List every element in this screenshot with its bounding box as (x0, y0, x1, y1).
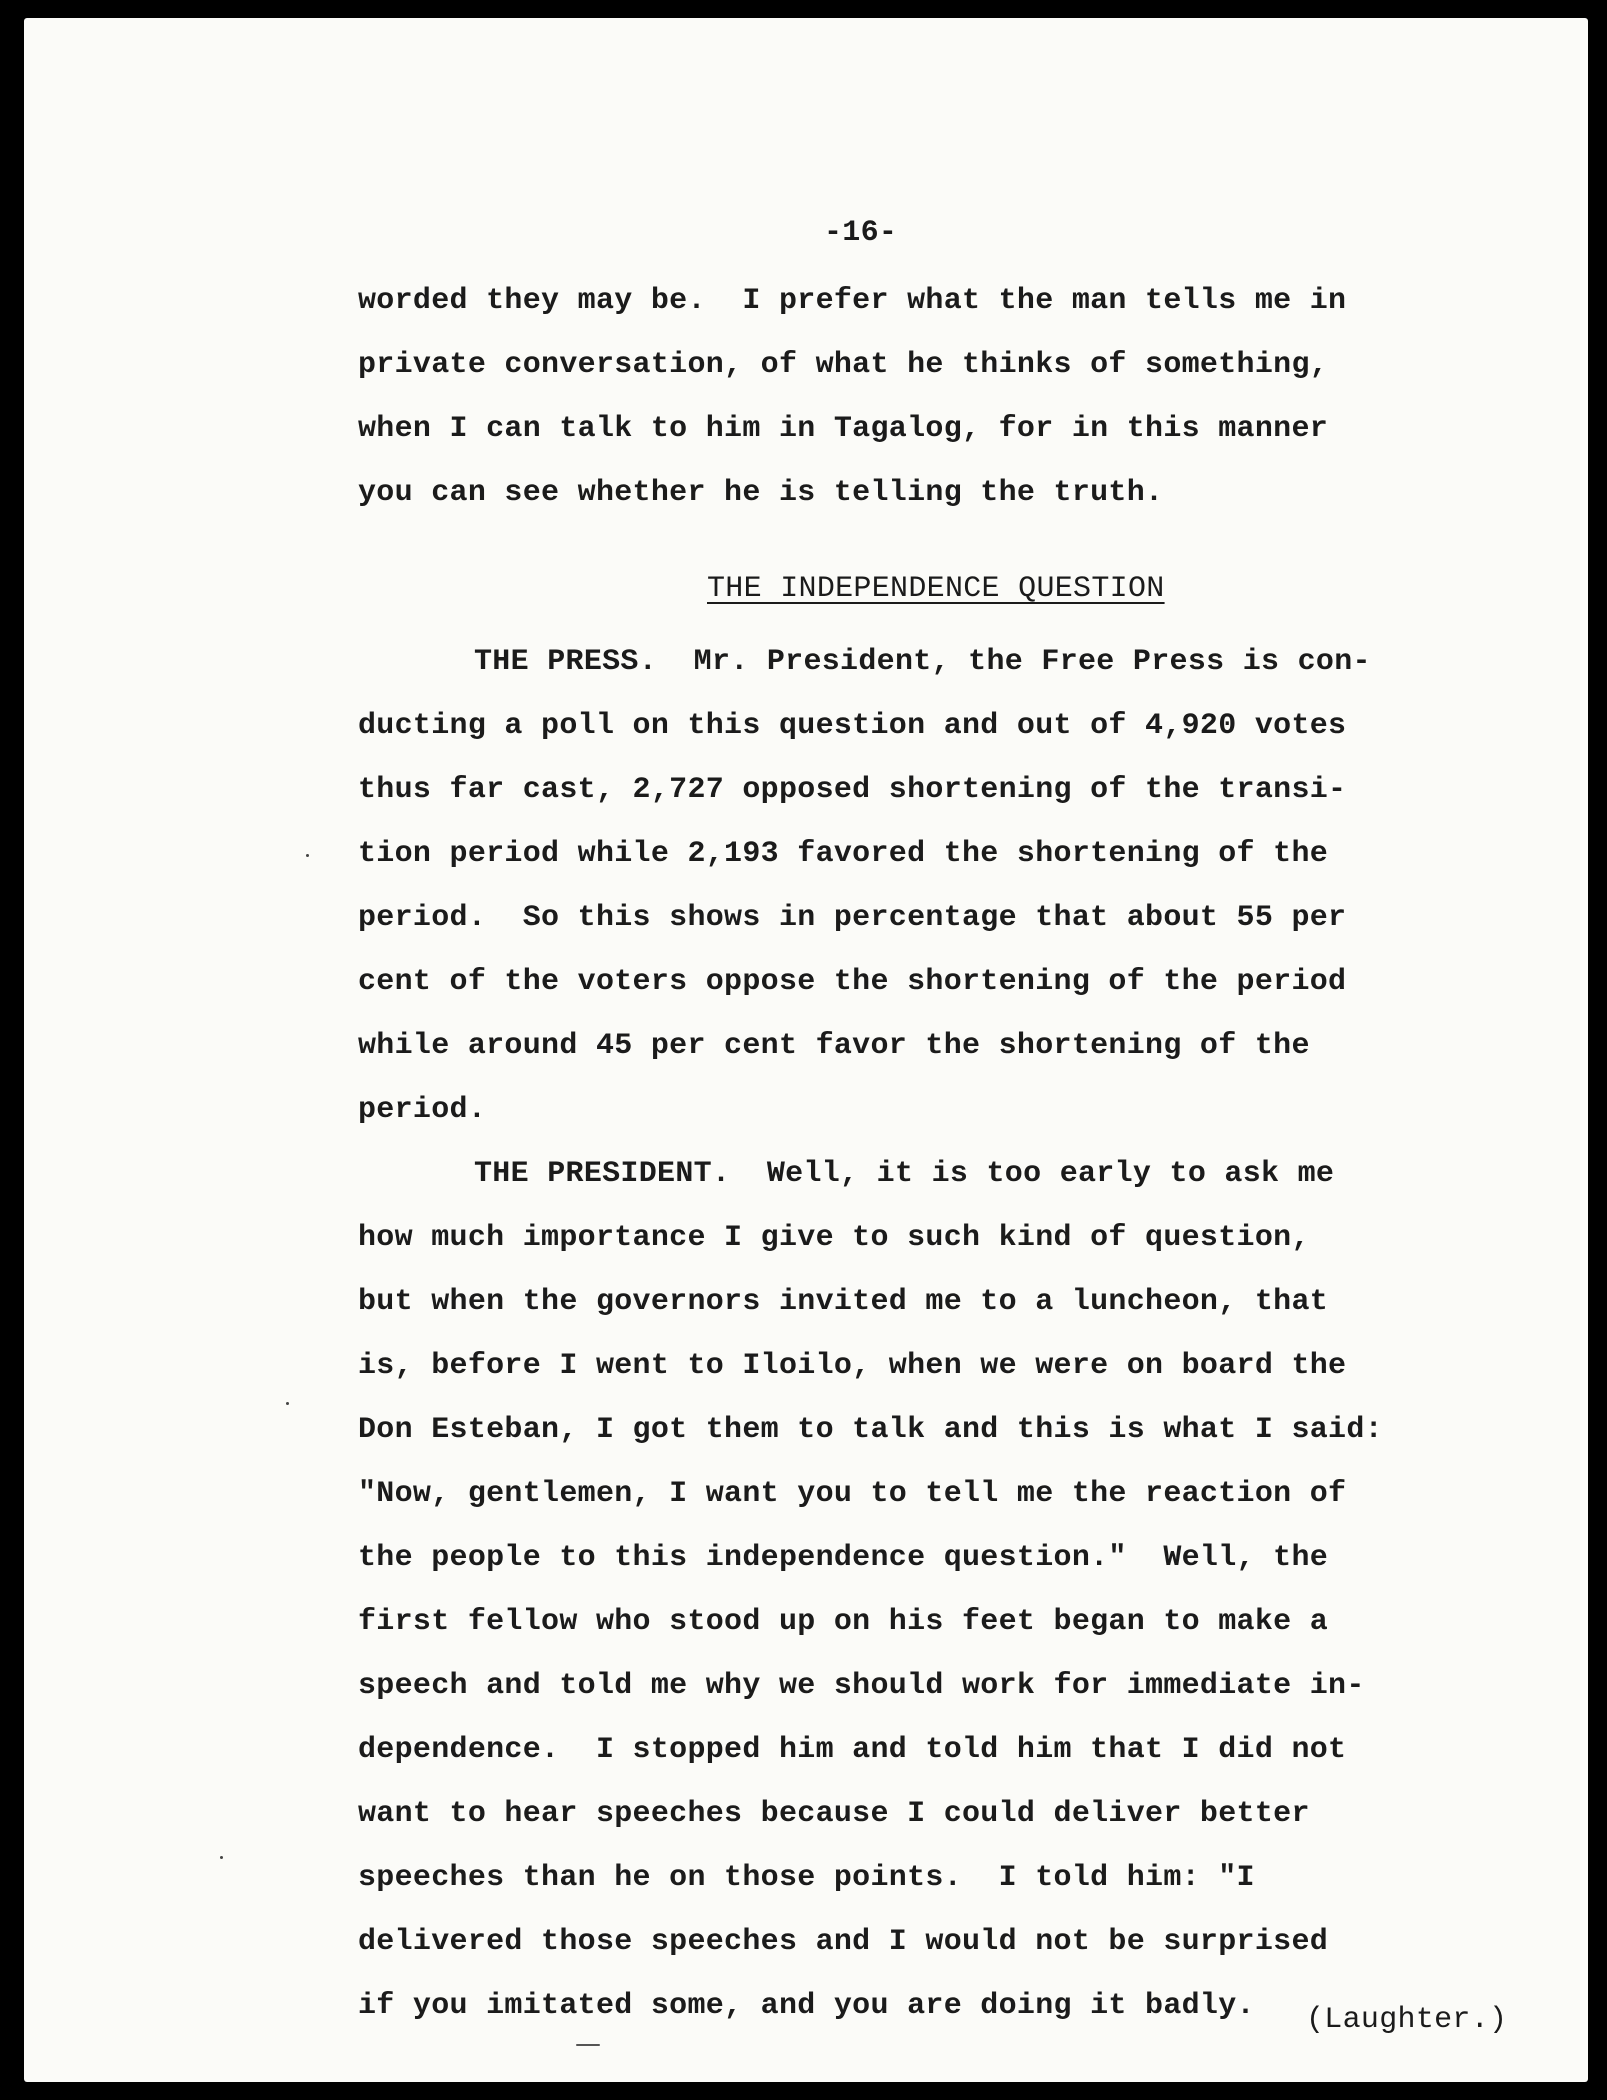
paper-speck (220, 1856, 223, 1859)
text-line-9: period. So this shows in percentage that about 55 per (358, 901, 1347, 935)
text-line-4: you can see whether he is telling the truth. (358, 476, 1164, 510)
text-line-2: private conversation, of what he thinks of something, (358, 348, 1329, 382)
text-line-7: thus far cast, 2,727 opposed shortening of the transi- (358, 773, 1347, 807)
paper-speck (306, 854, 309, 857)
text-line-20: first fellow who stood up on his feet began to make a (358, 1605, 1329, 1639)
text-line-18: "Now, gentlemen, I want you to tell me the reaction of (358, 1477, 1347, 1511)
text-line-26: if you imitated some, and you are doing it badly. (358, 1989, 1255, 2023)
text-line-13: THE PRESIDENT. Well, it is too early to ask me (474, 1157, 1335, 1191)
text-line-15: but when the governors invited me to a luncheon, that (358, 1285, 1329, 1319)
paper-mark (576, 2044, 600, 2046)
document-page (24, 18, 1588, 2082)
text-line-25: delivered those speeches and I would not be surprised (358, 1925, 1329, 1959)
text-line-17: Don Esteban, I got them to talk and this is what I said: (358, 1413, 1383, 1447)
text-line-24: speeches than he on those points. I told him: "I (358, 1861, 1255, 1895)
laughter-annotation: (Laughter.) (1306, 2003, 1508, 2037)
text-line-19: the people to this independence question." Well, the (358, 1541, 1329, 1575)
text-line-16: is, before I went to Iloilo, when we were on board the (358, 1349, 1347, 1383)
text-line-14: how much importance I give to such kind of question, (358, 1221, 1310, 1255)
page-number: -16- (824, 216, 898, 250)
text-line-21: speech and told me why we should work for immediate in- (358, 1669, 1365, 1703)
text-line-22: dependence. I stopped him and told him that I did not (358, 1733, 1347, 1767)
section-heading: THE INDEPENDENCE QUESTION (707, 572, 1165, 606)
text-line-6: ducting a poll on this question and out of 4,920 votes (358, 709, 1347, 743)
text-line-23: want to hear speeches because I could deliver better (358, 1797, 1310, 1831)
text-line-11: while around 45 per cent favor the shortening of the (358, 1029, 1310, 1063)
paper-speck (286, 1402, 289, 1405)
text-line-12: period. (358, 1093, 487, 1127)
text-line-3: when I can talk to him in Tagalog, for in this manner (358, 412, 1329, 446)
text-line-1: worded they may be. I prefer what the man tells me in (358, 284, 1347, 318)
text-line-5: THE PRESS. Mr. President, the Free Press is con- (474, 645, 1371, 679)
text-line-8: tion period while 2,193 favored the shortening of the (358, 837, 1329, 871)
text-line-10: cent of the voters oppose the shortening of the period (358, 965, 1347, 999)
